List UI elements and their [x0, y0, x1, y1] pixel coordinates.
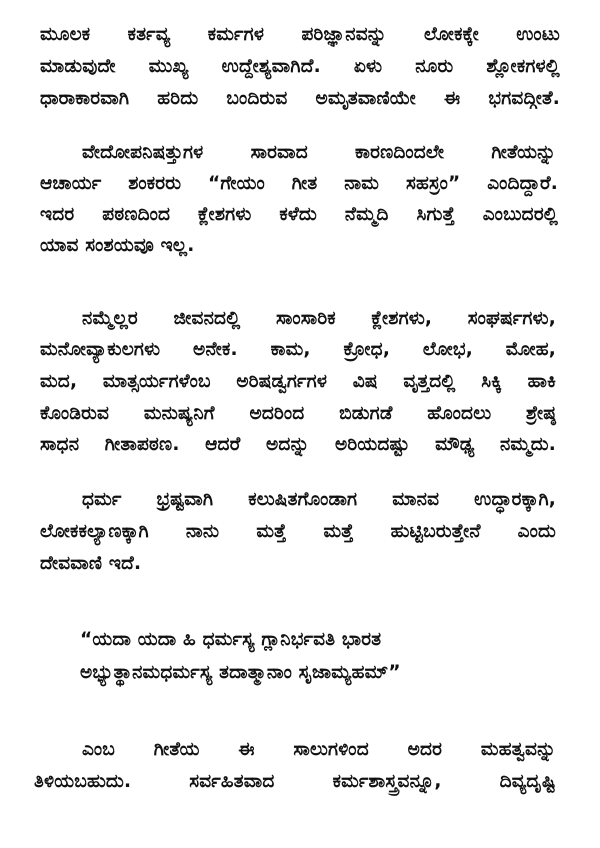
text-line: ಧಾರಾಕಾರವಾಗಿ ಹರಿದು ಬಂದಿರುವ ಅಮೃತವಾಣಿಯೇ ಈ ಭಗವದ್ಗೀತೆ.: [40, 88, 560, 109]
text-line: ಮಾಡುವುದೇ ಮುಖ್ಯ ಉದ್ದೇಶ್ಯವಾಗಿದೆ. ಏಳು ನೂರು ಶ್ಲೋಕಗಳಲ್ಲಿ: [40, 56, 560, 77]
quote-line: ಅಭ್ಯುತ್ಥಾನಮಧರ್ಮಸ್ಯ ತದಾತ್ಮಾನಾಂ ಸೃಜಾಮ್ಯಹಮ್”: [80, 662, 401, 683]
text-line: ಮನೋವ್ಯಾಕುಲಗಳು ಅನೇಕ. ಕಾಮ, ಕ್ರೋಧ, ಲೋಭ, ಮೋಹ,: [40, 339, 556, 360]
text-line: ನಮ್ಮೆಲ್ಲರ ಜೀವನದಲ್ಲಿ ಸಾಂಸಾರಿಕ ಕ್ಲೇಶಗಳು, ಸಂಘರ್ಷಗಳು,: [82, 308, 556, 329]
text-line: ಇದರ ಪಠಣದಿಂದ ಕ್ಲೇಶಗಳು ಕಳೆದು ನೆಮ್ಮದಿ ಸಿಗುತ್ತೆ ಎಂಬುದರಲ್ಲಿ: [40, 204, 558, 225]
text-line: ಯಾವ ಸಂಶಯವೂ ಇಲ್ಲ.: [40, 235, 195, 256]
text-line: ಎಂಬ ಗೀತೆಯ ಈ ಸಾಲುಗಳಿಂದ ಅದರ ಮಹತ್ವವನ್ನು: [82, 739, 556, 760]
text-line: ಸಾಧನ ಗೀತಾಪಠಣ. ಆದರೆ ಅದನ್ನು ಅರಿಯದಷ್ಟು ಮೌಢ್ಯ ನಮ್ಮದು.: [40, 434, 556, 455]
text-line: ಆಚಾರ್ಯ ಶಂಕರರು “ಗೇಯಂ ಗೀತ ನಾಮ ಸಹಸ್ರಂ” ಎಂದಿದ್ದಾರೆ.: [40, 173, 558, 194]
text-line: ದೇವವಾಣಿ ಇದೆ.: [40, 553, 142, 574]
text-line: ಧರ್ಮ ಭ್ರಷ್ಟವಾಗಿ ಕಲುಷಿತಗೊಂಡಾಗ ಮಾನವ ಉದ್ಧಾರಕ್ಕಾಗಿ,: [82, 489, 556, 510]
text-line: ಮೂಲಕ ಕರ್ತವ್ಯ ಕರ್ಮಗಳ ಪರಿಜ್ಞಾನವನ್ನು ಲೋಕಕ್ಕೇ ಉಂಟು: [40, 24, 560, 45]
text-line: ತಿಳಿಯಬಹುದು. ಸರ್ವಹಿತವಾದ ಕರ್ಮಶಾಸ್ತ್ರವನ್ನೂ, ದಿವ್ಯದೃಷ್ಟಿ: [34, 771, 556, 792]
quote-line: “ಯದಾ ಯದಾ ಹಿ ಧರ್ಮಸ್ಯ ಗ್ಲಾನಿರ್ಭವತಿ ಭಾರತ: [80, 629, 382, 650]
text-line: ಕೊಂಡಿರುವ ಮನುಷ್ಯನಿಗೆ ಅದರಿಂದ ಬಿಡುಗಡೆ ಹೊಂದಲು ಶ್ರೇಷ್ಠ: [40, 403, 556, 424]
text-line: ಮದ, ಮಾತ್ಸರ್ಯಗಳೆಂಬ ಅರಿಷಡ್ವರ್ಗಗಳ ವಿಷ ವೃತ್ತದಲ್ಲಿ ಸಿಕ್ಕಿ ಹಾಕಿ: [40, 371, 556, 392]
text-line: ವೇದೋಪನಿಷತ್ತುಗಳ ಸಾರವಾದ ಕಾರಣದಿಂದಲೇ ಗೀತೆಯನ್ನು: [82, 142, 556, 163]
text-line: ಲೋಕಕಲ್ಯಾಣಕ್ಕಾಗಿ ನಾನು ಮತ್ತೆ ಮತ್ತೆ ಹುಟ್ಟಿಬರುತ್ತೇನೆ ಎಂದು: [40, 521, 556, 542]
